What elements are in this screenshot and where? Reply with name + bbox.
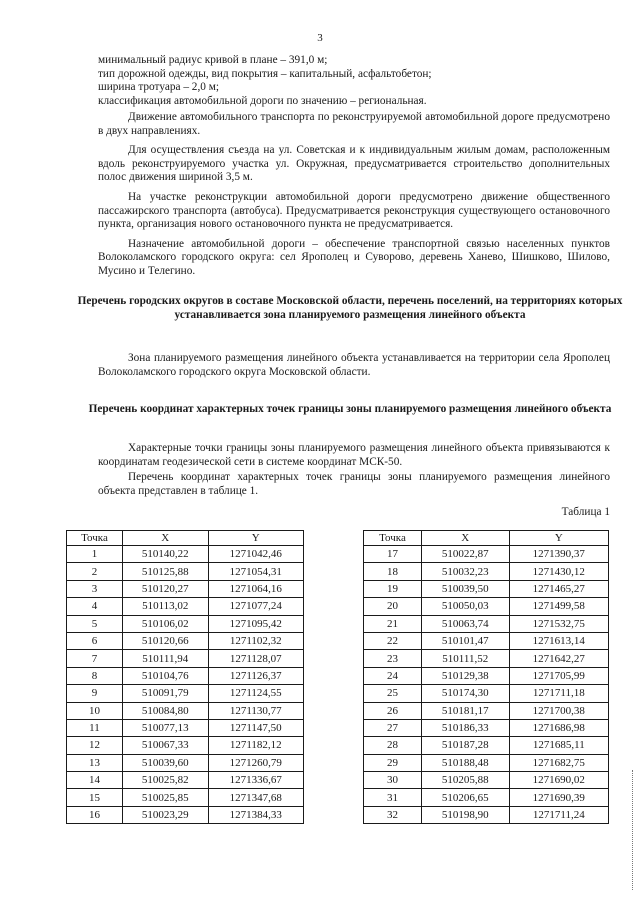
cell-point: 13	[67, 754, 123, 771]
cell-y: 1271182,12	[208, 737, 303, 754]
paragraph: Для осуществления съезда на ул. Советская и к индивидуальным жилым домам, расположенным вдоль реконструируемого участка ул. Окружная, предусматривается строительство дополнительных полос движения шириной 3,5 м.	[98, 144, 610, 184]
intro-line: тип дорожной одежды, вид покрытия – капитальный, асфальтобетон;	[98, 67, 432, 80]
cell-x: 510104,76	[122, 667, 208, 684]
column-header-x: X	[122, 531, 208, 546]
cell-y: 1271711,18	[509, 685, 608, 702]
paragraph: Зона планируемого размещения линейного объекта устанавливается на территории села Ярополец Волоколамского городского округа Московской области.	[98, 352, 610, 378]
cell-point: 22	[364, 632, 422, 649]
column-header-x: X	[421, 531, 509, 546]
cell-x: 510039,50	[421, 580, 509, 597]
cell-x: 510113,02	[122, 598, 208, 615]
table-row	[364, 563, 609, 580]
cell-x: 510206,65	[421, 789, 509, 806]
table-row	[67, 772, 304, 789]
cell-point: 11	[67, 719, 123, 736]
coordinates-table-right	[363, 530, 609, 824]
cell-y: 1271042,46	[208, 546, 303, 563]
cell-point: 18	[364, 563, 422, 580]
cell-x: 510022,87	[421, 546, 509, 563]
table-row	[67, 806, 304, 823]
cell-x: 510125,88	[122, 563, 208, 580]
table-row	[67, 702, 304, 719]
cell-x: 510205,88	[421, 772, 509, 789]
table-caption: Таблица 1	[561, 506, 610, 518]
column-header-y: Y	[208, 531, 303, 546]
cell-point: 15	[67, 789, 123, 806]
cell-point: 23	[364, 650, 422, 667]
cell-point: 29	[364, 754, 422, 771]
cell-point: 6	[67, 632, 123, 649]
cell-point: 7	[67, 650, 123, 667]
cell-x: 510186,33	[421, 719, 509, 736]
cell-y: 1271613,14	[509, 632, 608, 649]
cell-y: 1271430,12	[509, 563, 608, 580]
cell-x: 510084,80	[122, 702, 208, 719]
cell-x: 510198,90	[421, 806, 509, 823]
cell-point: 14	[67, 772, 123, 789]
cell-x: 510187,28	[421, 737, 509, 754]
heading-districts: Перечень городских округов в составе Московской области, перечень поселений, на территориях которых устанавливается зона планируемого размещения линейного объекта	[77, 295, 623, 321]
cell-x: 510025,85	[122, 789, 208, 806]
cell-point: 17	[364, 546, 422, 563]
table-row	[67, 632, 304, 649]
table-row	[67, 650, 304, 667]
table-row	[364, 667, 609, 684]
cell-y: 1271054,31	[208, 563, 303, 580]
heading-coordinates: Перечень координат характерных точек границы зоны планируемого размещения линейного объекта	[88, 403, 612, 415]
cell-x: 510101,47	[421, 632, 509, 649]
cell-y: 1271130,77	[208, 702, 303, 719]
intro-line: классификация автомобильной дороги по значению – региональная.	[98, 94, 427, 107]
cell-x: 510111,94	[122, 650, 208, 667]
coordinates-description	[98, 442, 610, 498]
cell-point: 12	[67, 737, 123, 754]
cell-x: 510067,33	[122, 737, 208, 754]
cell-y: 1271711,24	[509, 806, 608, 823]
paragraph: Характерные точки границы зоны планируемого размещения линейного объекта привязываются к координатам геодезической сети в системе координат МСК-50.	[98, 442, 610, 468]
cell-x: 510091,79	[122, 685, 208, 702]
table-row	[364, 772, 609, 789]
cell-x: 510188,48	[421, 754, 509, 771]
table-row	[67, 789, 304, 806]
column-header-point: Точка	[364, 531, 422, 546]
cell-y: 1271347,68	[208, 789, 303, 806]
table-row	[67, 667, 304, 684]
table-row	[67, 685, 304, 702]
table-row	[67, 563, 304, 580]
table-row	[364, 650, 609, 667]
table-row	[364, 702, 609, 719]
cell-point: 21	[364, 615, 422, 632]
cell-y: 1271642,27	[509, 650, 608, 667]
cell-y: 1271682,75	[509, 754, 608, 771]
cell-y: 1271064,16	[208, 580, 303, 597]
table-row	[364, 632, 609, 649]
intro-line: минимальный радиус кривой в плане – 391,0 м;	[98, 54, 328, 66]
cell-point: 8	[67, 667, 123, 684]
cell-y: 1271690,02	[509, 772, 608, 789]
cell-point: 19	[364, 580, 422, 597]
cell-x: 510063,74	[421, 615, 509, 632]
cell-x: 510129,38	[421, 667, 509, 684]
table-row	[364, 580, 609, 597]
cell-y: 1271686,98	[509, 719, 608, 736]
page-number: 3	[317, 32, 323, 44]
table-row	[67, 546, 304, 563]
cell-point: 27	[364, 719, 422, 736]
cell-y: 1271390,37	[509, 546, 608, 563]
cell-x: 510120,66	[122, 632, 208, 649]
table-row	[67, 719, 304, 736]
cell-x: 510023,29	[122, 806, 208, 823]
cell-x: 510181,17	[421, 702, 509, 719]
zone-description	[98, 352, 610, 379]
cell-y: 1271532,75	[509, 615, 608, 632]
cell-point: 26	[364, 702, 422, 719]
table-row	[364, 754, 609, 771]
column-header-y: Y	[509, 531, 608, 546]
cell-point: 28	[364, 737, 422, 754]
cell-point: 20	[364, 598, 422, 615]
cell-point: 24	[364, 667, 422, 684]
cell-y: 1271499,58	[509, 598, 608, 615]
table-row	[364, 806, 609, 823]
cell-x: 510077,13	[122, 719, 208, 736]
cell-x: 510120,27	[122, 580, 208, 597]
cell-y: 1271095,42	[208, 615, 303, 632]
cell-x: 510174,30	[421, 685, 509, 702]
coordinates-table-left	[66, 530, 304, 824]
table-header-row	[364, 531, 609, 546]
cell-y: 1271260,79	[208, 754, 303, 771]
table-row	[67, 615, 304, 632]
paragraph: Назначение автомобильной дороги – обеспечение транспортной связью населенных пунктов Волоколамского городского округа: сел Ярополец и Суворово, деревень Ханево, Шишково, Шилово, Мусино и Телегино.	[98, 237, 610, 277]
cell-x: 510140,22	[122, 546, 208, 563]
cell-point: 10	[67, 702, 123, 719]
intro-line: ширина тротуара – 2,0 м;	[98, 81, 220, 94]
table-row	[364, 546, 609, 563]
cell-x: 510050,03	[421, 598, 509, 615]
cell-point: 9	[67, 685, 123, 702]
cell-point: 4	[67, 598, 123, 615]
cell-point: 1	[67, 546, 123, 563]
cell-point: 5	[67, 615, 123, 632]
cell-y: 1271685,11	[509, 737, 608, 754]
cell-point: 25	[364, 685, 422, 702]
cell-y: 1271336,67	[208, 772, 303, 789]
cell-y: 1271077,24	[208, 598, 303, 615]
table-row	[364, 737, 609, 754]
cell-point: 30	[364, 772, 422, 789]
cell-point: 2	[67, 563, 123, 580]
paragraph: На участке реконструкции автомобильной дороги предусмотрено движение общественного пассажирского транспорта (автобуса). Предусматривается реконструкция существующего остановочного пункта, организация нового остановочного пункта не предусматривается.	[98, 190, 610, 231]
table-row	[67, 598, 304, 615]
cell-x: 510111,52	[421, 650, 509, 667]
cell-x: 510039,60	[122, 754, 208, 771]
cell-y: 1271465,27	[509, 580, 608, 597]
table-row	[67, 754, 304, 771]
description-block	[98, 111, 610, 279]
cell-y: 1271124,55	[208, 685, 303, 702]
table-row	[67, 580, 304, 597]
table-row	[67, 737, 304, 754]
cell-y: 1271147,50	[208, 719, 303, 736]
cell-point: 3	[67, 580, 123, 597]
intro-list	[98, 54, 610, 108]
cell-y: 1271384,33	[208, 806, 303, 823]
scan-edge-mark	[632, 770, 634, 890]
cell-y: 1271126,37	[208, 667, 303, 684]
table-row	[364, 719, 609, 736]
table-row	[364, 685, 609, 702]
cell-y: 1271690,39	[509, 789, 608, 806]
cell-y: 1271705,99	[509, 667, 608, 684]
table-row	[364, 789, 609, 806]
cell-x: 510106,02	[122, 615, 208, 632]
table-row	[364, 615, 609, 632]
column-header-point: Точка	[67, 531, 123, 546]
table-row	[364, 598, 609, 615]
cell-point: 32	[364, 806, 422, 823]
cell-y: 1271128,07	[208, 650, 303, 667]
cell-x: 510025,82	[122, 772, 208, 789]
paragraph: Движение автомобильного транспорта по реконструируемой автомобильной дороге предусмотрено в двух направлениях.	[98, 111, 610, 137]
cell-point: 31	[364, 789, 422, 806]
cell-point: 16	[67, 806, 123, 823]
table-header-row	[67, 531, 304, 546]
cell-y: 1271102,32	[208, 632, 303, 649]
cell-x: 510032,23	[421, 563, 509, 580]
paragraph: Перечень координат характерных точек границы зоны планируемого размещения линейного объекта представлен в таблице 1.	[98, 471, 610, 497]
cell-y: 1271700,38	[509, 702, 608, 719]
